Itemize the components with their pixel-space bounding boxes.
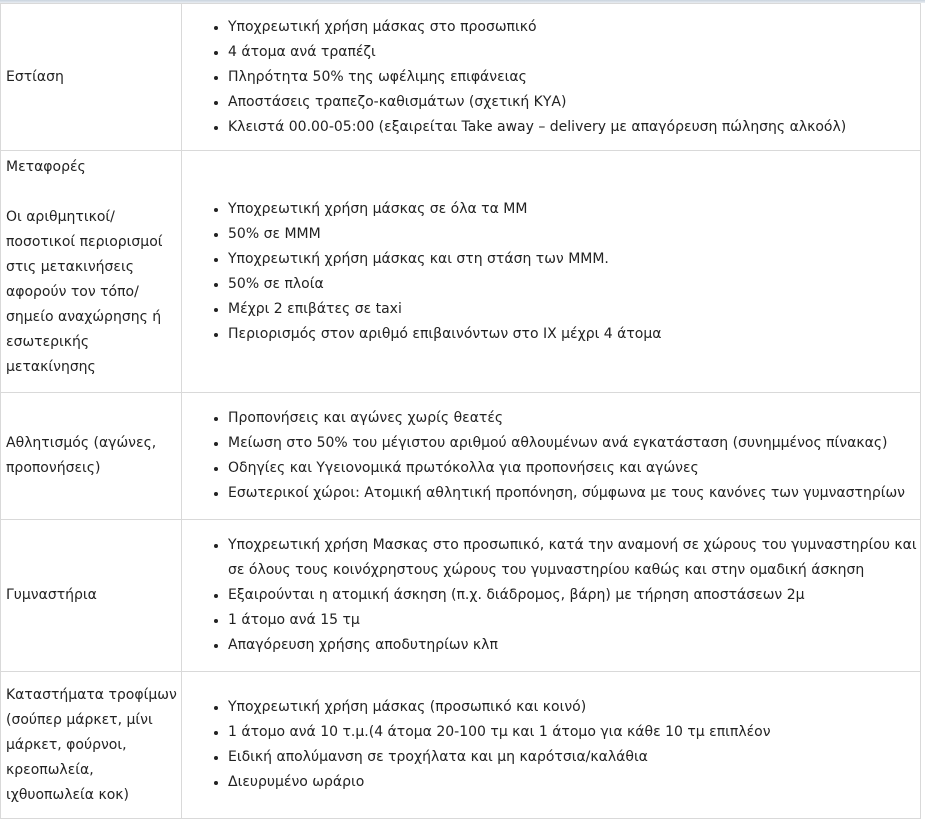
rule-item: • 50% σε ΜΜΜ [228, 222, 920, 247]
table-row [1, 393, 921, 520]
table-row [1, 520, 921, 672]
rule-item: • 4 άτομα ανά τραπέζι [228, 40, 920, 65]
category-cell [1, 4, 182, 151]
table-row [1, 4, 921, 151]
rule-item: • Υποχρεωτική χρήση μάσκας σε όλα τα ΜΜ [228, 197, 920, 222]
rule-item: • Πληρότητα 50% της ωφέλιμης επιφάνειας [228, 65, 920, 90]
rules-cell [182, 520, 921, 672]
category-cell [1, 393, 182, 520]
rule-item: • Διευρυμένο ωράριο [228, 770, 920, 795]
table-row [1, 672, 921, 819]
rule-item: • Περιορισμός στον αριθμό επιβαινόντων στο ΙΧ μέχρι 4 άτομα [228, 322, 920, 347]
category-label: Γυμναστήρια [6, 587, 97, 603]
category-note: Οι αριθμητικοί/ ποσοτικοί περιορισμοί στις μετακινήσεις αφορούν τον τόπο/ σημείο αναχώρησης ή εσωτερικής μετακίνησης [6, 209, 163, 375]
measures-table [0, 3, 921, 819]
table-row [1, 151, 921, 393]
category-cell [1, 151, 182, 393]
category-label: Καταστήματα τροφίμων (σούπερ μάρκετ, μίνι μάρκετ, φούρνοι, κρεοπωλεία, ιχθυοπωλεία κοκ) [6, 686, 177, 803]
rule-item: • 1 άτομο ανά 10 τ.μ.(4 άτομα 20-100 τμ και 1 άτομο για κάθε 10 τμ επιπλέον [228, 720, 920, 745]
rule-item: • Κλειστά 00.00-05:00 (εξαιρείται Take away – delivery με απαγόρευση πώλησης αλκοόλ) [228, 115, 920, 140]
rules-list [182, 406, 920, 506]
category-cell [1, 520, 182, 672]
category-label: Μεταφορές [6, 159, 86, 175]
rule-item: • Υποχρεωτική χρήση Μασκας στο προσωπικό, κατά την αναμονή σε χώρους του γυμναστηρίου και σε όλους τους κοινόχρηστους χώρους του γυμναστηρίου καθώς και στην ομαδική άσκηση [228, 533, 920, 583]
rule-item: • Μέχρι 2 επιβάτες σε taxi [228, 297, 920, 322]
rule-item: • Οδηγίες και Υγειονομικά πρωτόκολλα για προπονήσεις και αγώνες [228, 456, 920, 481]
rule-item: • 50% σε πλοία [228, 272, 920, 297]
rules-cell [182, 393, 921, 520]
rule-item: • Υποχρεωτική χρήση μάσκας και στη στάση των ΜΜΜ. [228, 247, 920, 272]
rules-list [182, 197, 920, 347]
rule-item: • Προπονήσεις και αγώνες χωρίς θεατές [228, 406, 920, 431]
rule-item: • 1 άτομο ανά 15 τμ [228, 608, 920, 633]
paragraph-gap [6, 180, 177, 205]
rule-item: • Αποστάσεις τραπεζο-καθισμάτων (σχετική ΚΥΑ) [228, 90, 920, 115]
rule-item: • Απαγόρευση χρήσης αποδυτηρίων κλπ [228, 633, 920, 658]
rules-list [182, 533, 920, 658]
rule-item: • Εξαιρούνται η ατομική άσκηση (π.χ. διάδρομος, βάρη) με τήρηση αποστάσεων 2μ [228, 583, 920, 608]
rule-item: • Εσωτερικοί χώροι: Ατομική αθλητική προπόνηση, σύμφωνα με τους κανόνες των γυμναστηρίων [228, 481, 920, 506]
rule-item: • Μείωση στο 50% του μέγιστου αριθμού αθλουμένων ανά εγκατάσταση (συνημμένος πίνακας) [228, 431, 920, 456]
category-label: Αθλητισμός (αγώνες, προπονήσεις) [6, 435, 157, 476]
rule-item: • Υποχρεωτική χρήση μάσκας στο προσωπικό [228, 15, 920, 40]
rules-cell [182, 4, 921, 151]
rules-cell [182, 672, 921, 819]
rules-list [182, 15, 920, 140]
category-label: Εστίαση [6, 68, 64, 85]
category-cell [1, 672, 182, 819]
rules-list [182, 695, 920, 795]
rule-item: • Υποχρεωτική χρήση μάσκας (προσωπικό και κοινό) [228, 695, 920, 720]
rule-item: • Ειδική απολύμανση σε τροχήλατα και μη καρότσια/καλάθια [228, 745, 920, 770]
rules-cell [182, 151, 921, 393]
